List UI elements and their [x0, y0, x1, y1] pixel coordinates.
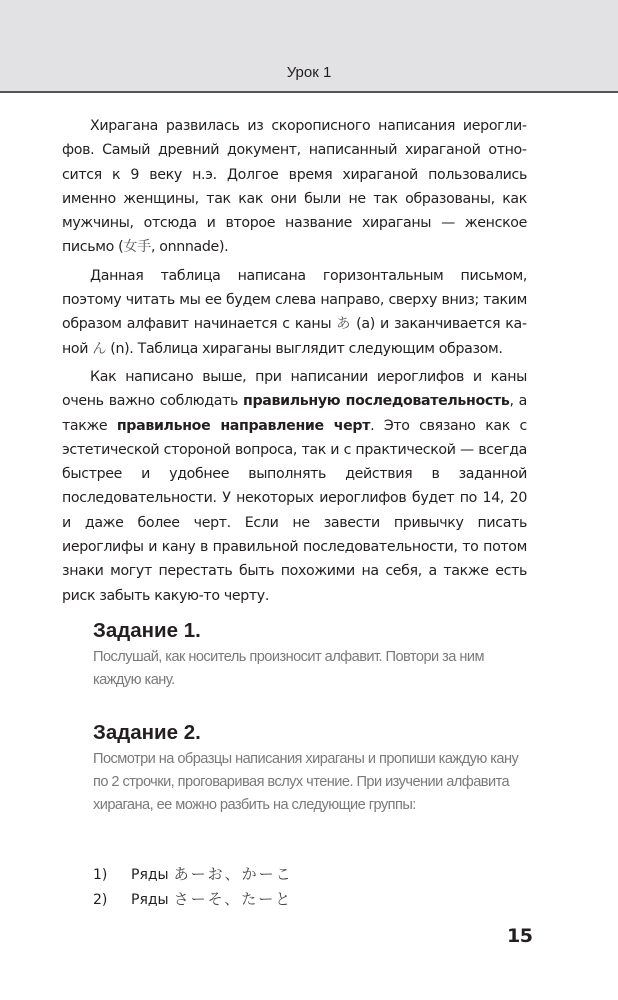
list-number: 1) — [93, 867, 108, 883]
group-label: Ряды — [131, 892, 169, 908]
body-text — [62, 114, 527, 612]
japanese-term-onnade: 女手 — [123, 239, 151, 256]
text-run: Как написано выше, при написании иероглифов и каны очень важно соблюдать — [62, 368, 527, 410]
list-number: 2) — [93, 892, 108, 908]
emphasis-stroke-direction: правильное направление черт — [116, 417, 371, 434]
task-1 — [93, 618, 523, 692]
kana-a: あ — [336, 316, 352, 333]
kana-groups-list — [93, 862, 293, 912]
text-run: Данная таблица написана горизонтальным письмом, поэтому читать мы ее будем слева направо, сверху вниз; таким образом алфавит начинается с каны — [62, 267, 527, 333]
list-item — [93, 887, 293, 912]
list-item — [93, 862, 293, 887]
task-2-text: Посмотри на образцы написания хираганы и пропиши каждую кану по 2 строчки, проговаривая вслух чтение. При изучении алфавита хирагана, ее можно разбить на следующие группы: — [93, 751, 519, 813]
paragraph-table-reading — [62, 264, 527, 361]
text-run: , onnnade). — [150, 239, 229, 256]
task-1-text: Послушай, как носитель произносит алфавит. Повтори за ним каждую кану. — [93, 649, 484, 688]
group-kana: あーお、かーこ — [173, 865, 293, 883]
text-run: (n). Таблица хираганы выглядит следующим образом. — [106, 340, 503, 357]
paragraph-hiragana-history — [62, 114, 527, 260]
task-1-title: Задание 1. — [93, 619, 201, 642]
group-kana: さーそ、たーと — [173, 890, 293, 908]
kana-n: ん — [92, 340, 107, 357]
text-run: , а также — [62, 393, 528, 434]
text-run: Хирагана развилась из скорописного написания иероглифов. Самый древний документ, написанный хираганой относится к 9 веку н.э. Долгое время хираганой пользовались именно женщины, так как они были не так образованы, как мужчины, отсюда и второе название хираганы — женское письмо ( — [62, 118, 527, 256]
paragraph-stroke-order — [62, 365, 527, 608]
text-run: . Это связано как с эстетической стороной вопроса, так и с практической — всегда быстрее и удобнее выполнять действия в заданной последовательности. У некоторых иероглифов будет по 14, 20 и даже более черт. Если не завести привычку писать иероглифы и кану в правильной последовательности, то потом знаки могут перестать быть похожими на себя, а также есть риск забыть какую-то черту. — [62, 417, 527, 604]
task-2 — [93, 720, 523, 817]
page-number: 15 — [507, 925, 533, 947]
task-2-title: Задание 2. — [93, 721, 201, 744]
emphasis-correct-order: правильную последовательность — [243, 393, 510, 410]
text-run: (а) и заканчивается каной — [62, 316, 527, 357]
running-head-lesson-title: Урок 1 — [286, 64, 332, 81]
group-label: Ряды — [131, 867, 169, 883]
